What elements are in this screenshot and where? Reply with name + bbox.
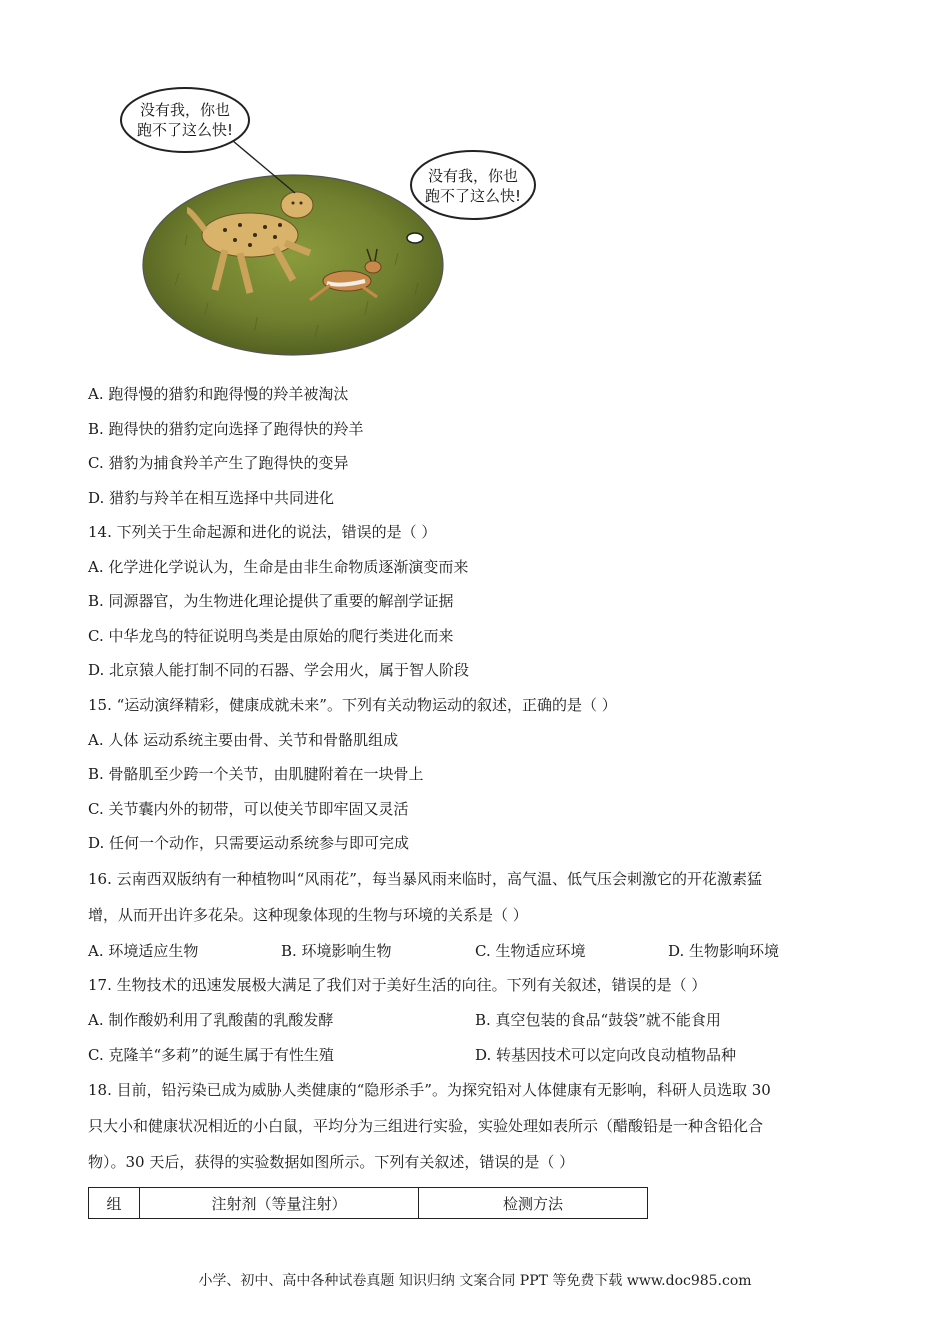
q15-option-d: D. 任何一个动作，只需要运动系统参与即可完成 bbox=[88, 834, 410, 852]
q13-option-a: A. 跑得慢的猎豹和跑得慢的羚羊被淘汰 bbox=[88, 385, 349, 403]
table-header-row bbox=[89, 1188, 648, 1219]
cheetah-bubble-line1: 没有我，你也 bbox=[139, 101, 231, 119]
q15-option-a: A. 人体 运动系统主要由骨、关节和骨骼肌组成 bbox=[88, 731, 399, 749]
q15-option-c: C. 关节囊内外的韧带，可以使关节即牢固又灵活 bbox=[88, 800, 409, 818]
q17-option-d: D. 转基因技术可以定向改良动植物品种 bbox=[475, 1046, 737, 1064]
q16-stem-line1: 16. 云南西双版纳有一种植物叫“风雨花”，每当暴风雨来临时，高气温、低气压会刺激它的开花激素猛 bbox=[88, 870, 762, 888]
q17-option-b: B. 真空包装的食品“鼓袋”就不能食用 bbox=[475, 1011, 721, 1029]
q18-stem-line2: 只大小和健康状况相近的小白鼠，平均分为三组进行实验，实验处理如表所示（醋酸铅是一种含铅化合 bbox=[88, 1117, 764, 1135]
q14-option-b: B. 同源器官，为生物进化理论提供了重要的解剖学证据 bbox=[88, 592, 454, 610]
table-header-group: 组 bbox=[89, 1188, 140, 1219]
illustration-svg bbox=[115, 85, 545, 365]
q17-option-a: A. 制作酸奶利用了乳酸菌的乳酸发酵 bbox=[88, 1011, 334, 1029]
q14-option-a: A. 化学进化学说认为，生命是由非生命物质逐渐演变而来 bbox=[88, 558, 469, 576]
q16-option-c: C. 生物适应环境 bbox=[475, 942, 586, 960]
q14-option-d: D. 北京猿人能打制不同的石器、学会用火，属于智人阶段 bbox=[88, 661, 470, 679]
table-header-injection: 注射剂（等量注射） bbox=[140, 1188, 419, 1219]
q13-option-c: C. 猎豹为捕食羚羊产生了跑得快的变异 bbox=[88, 454, 349, 472]
cheetah-bubble-line2: 跑不了这么快! bbox=[136, 121, 234, 139]
q15-option-b: B. 骨骼肌至少跨一个关节，由肌腱附着在一块骨上 bbox=[88, 765, 424, 783]
q18-stem-line3: 物）。30 天后，获得的实验数据如图所示。下列有关叙述，错误的是（ ） bbox=[88, 1153, 575, 1171]
q14-option-c: C. 中华龙鸟的特征说明鸟类是由原始的爬行类进化而来 bbox=[88, 627, 454, 645]
q13-option-b: B. 跑得快的猎豹定向选择了跑得快的羚羊 bbox=[88, 420, 364, 438]
cheetah-antelope-illustration bbox=[115, 85, 545, 365]
q17-option-c: C. 克隆羊“多莉”的诞生属于有性生殖 bbox=[88, 1046, 334, 1064]
antelope-bubble-line1: 没有我，你也 bbox=[427, 167, 519, 185]
q13-option-d: D. 猎豹与羚羊在相互选择中共同进化 bbox=[88, 489, 335, 507]
q16-option-d: D. 生物影响环境 bbox=[668, 942, 780, 960]
q15-stem: 15. “运动演绎精彩，健康成就未来”。下列有关动物运动的叙述，正确的是（ ） bbox=[88, 696, 617, 714]
experiment-table bbox=[88, 1187, 648, 1219]
q16-stem-line2: 增，从而开出许多花朵。这种现象体现的生物与环境的关系是（ ） bbox=[88, 906, 528, 924]
q16-option-a: A. 环境适应生物 bbox=[88, 942, 199, 960]
q17-stem: 17. 生物技术的迅速发展极大满足了我们对于美好生活的向往。下列有关叙述，错误的是（ ） bbox=[88, 976, 707, 994]
table-header-method: 检测方法 bbox=[419, 1188, 648, 1219]
q16-option-b: B. 环境影响生物 bbox=[281, 942, 392, 960]
antelope-bubble-line2: 跑不了这么快! bbox=[424, 187, 522, 205]
q18-stem-line1: 18. 目前，铅污染已成为威胁人类健康的“隐形杀手”。为探究铅对人体健康有无影响，科研人员选取 30 bbox=[88, 1081, 771, 1099]
q14-stem: 14. 下列关于生命起源和进化的说法，错误的是（ ） bbox=[88, 523, 437, 541]
page-footer: 小学、初中、高中各种试卷真题 知识归纳 文案合同 PPT 等免费下载 www.doc985.com bbox=[198, 1273, 752, 1289]
